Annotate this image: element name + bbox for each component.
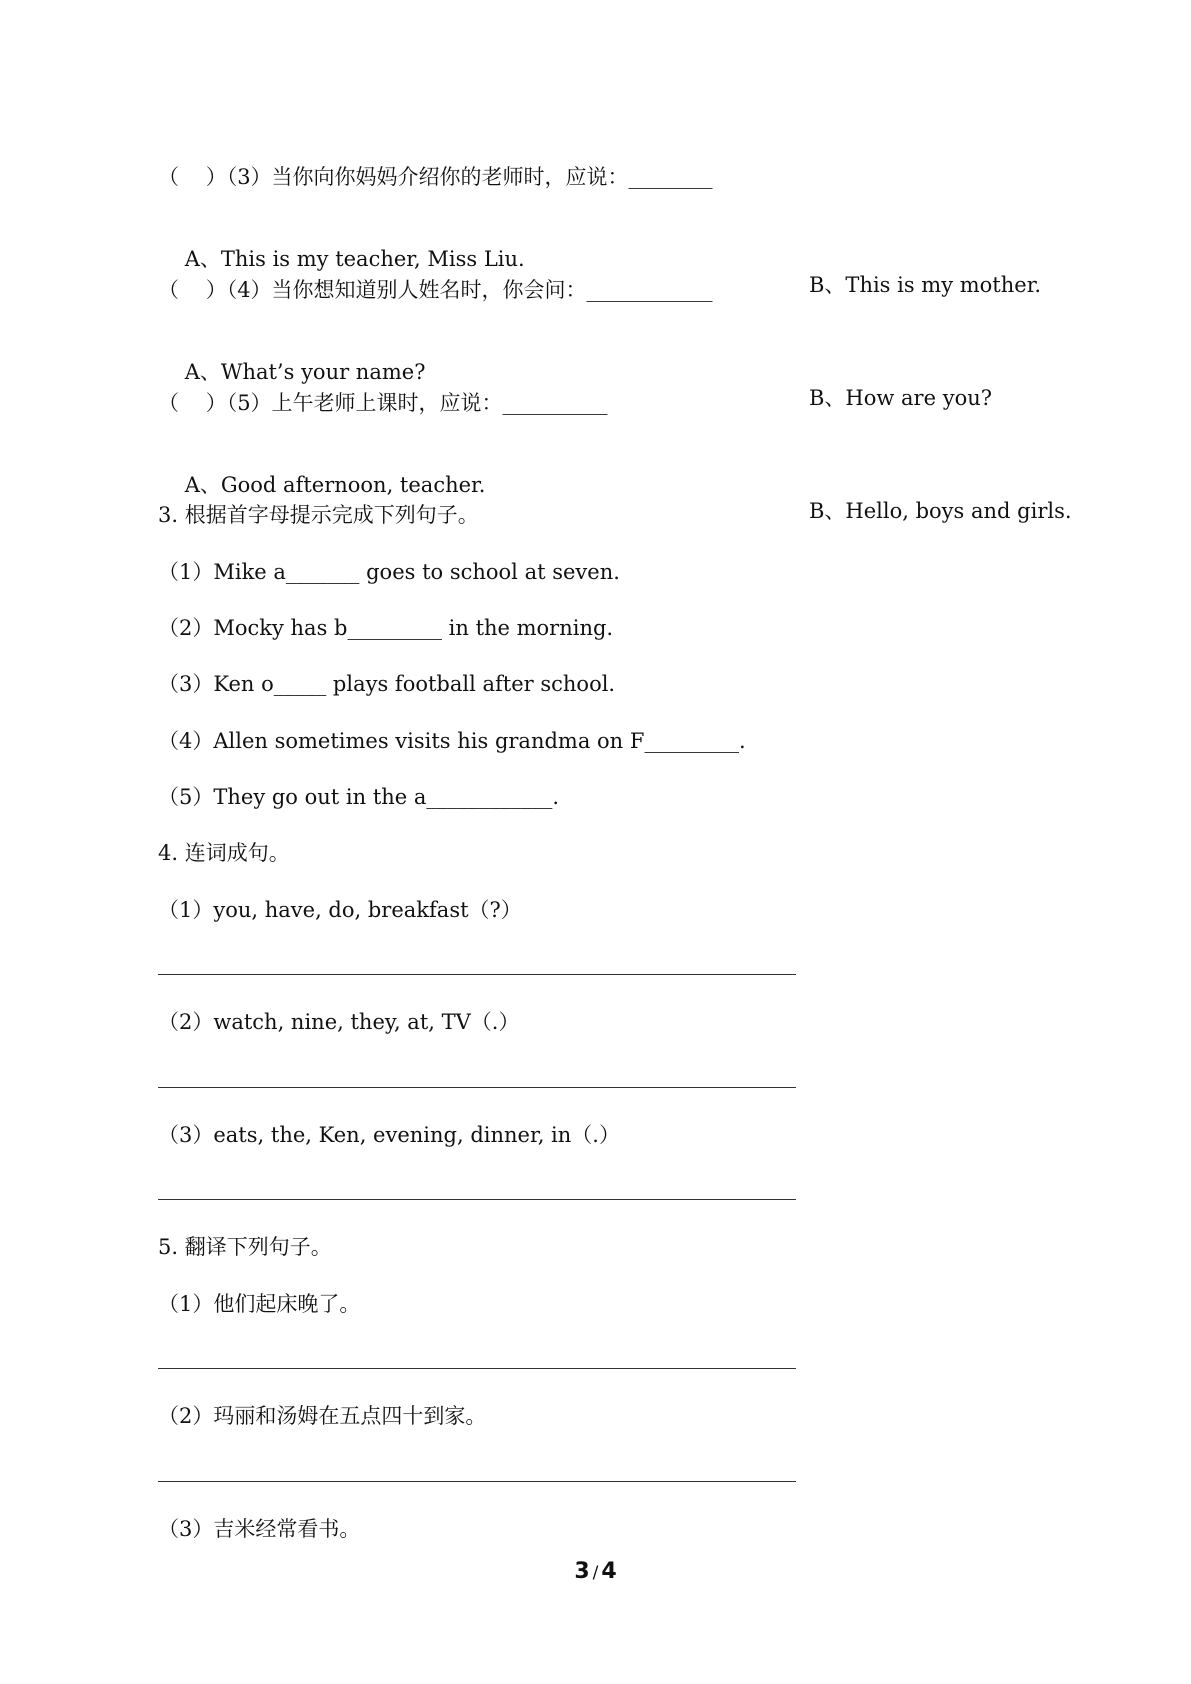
- option-row: [158, 446, 1158, 550]
- answer-line[interactable]: [158, 974, 796, 975]
- answer-line[interactable]: [158, 1199, 796, 1200]
- question-stem: （ ）（3）当你向你妈妈介绍你的老师时，应说：________: [158, 165, 713, 189]
- section-heading: 5. 翻译下列句子。: [158, 1235, 332, 1259]
- fill-blank-item: （3）Ken o_____ plays football after school.: [158, 672, 616, 696]
- section-heading: 4. 连词成句。: [158, 841, 290, 865]
- fill-blank-item: （1）Mike a_______ goes to school at seven.: [158, 560, 620, 584]
- option-a: A、Good afternoon, teacher.: [184, 473, 486, 497]
- answer-line[interactable]: [158, 1481, 796, 1482]
- page-number: [0, 1559, 1191, 1584]
- section-heading: 3. 根据首字母提示完成下列句子。: [158, 503, 479, 527]
- fill-blank-item: （5）They go out in the a____________.: [158, 785, 560, 809]
- option-row: [158, 333, 1158, 437]
- option-b: B、Hello, boys and girls.: [809, 499, 1072, 523]
- word-order-item: （2）watch, nine, they, at, TV（.）: [158, 1010, 520, 1034]
- translation-item: （2）玛丽和汤姆在五点四十到家。: [158, 1404, 487, 1428]
- answer-line[interactable]: [158, 1087, 796, 1088]
- word-order-item: （1）you, have, do, breakfast（?）: [158, 898, 522, 922]
- option-a: A、What’s your name?: [184, 360, 426, 384]
- question-stem: （ ）（4）当你想知道别人姓名时，你会问：____________: [158, 278, 713, 302]
- question-stem: （ ）（5）上午老师上课时，应说：__________: [158, 391, 608, 415]
- page-separator: /: [592, 1563, 599, 1583]
- fill-blank-item: （2）Mocky has b_________ in the morning.: [158, 616, 614, 640]
- translation-item: （3）吉米经常看书。: [158, 1517, 361, 1541]
- word-order-item: （3）eats, the, Ken, evening, dinner, in（.）: [158, 1123, 620, 1147]
- option-b: B、How are you?: [809, 386, 992, 410]
- answer-line[interactable]: [158, 1368, 796, 1369]
- option-a: A、This is my teacher, Miss Liu.: [184, 247, 525, 271]
- fill-blank-item: （4）Allen sometimes visits his grandma on F_________.: [158, 729, 746, 753]
- page-current: 3: [574, 1559, 590, 1584]
- page-total: 4: [601, 1559, 617, 1584]
- option-b: B、This is my mother.: [809, 273, 1042, 297]
- translation-item: （1）他们起床晚了。: [158, 1292, 361, 1316]
- option-row: [158, 220, 1158, 324]
